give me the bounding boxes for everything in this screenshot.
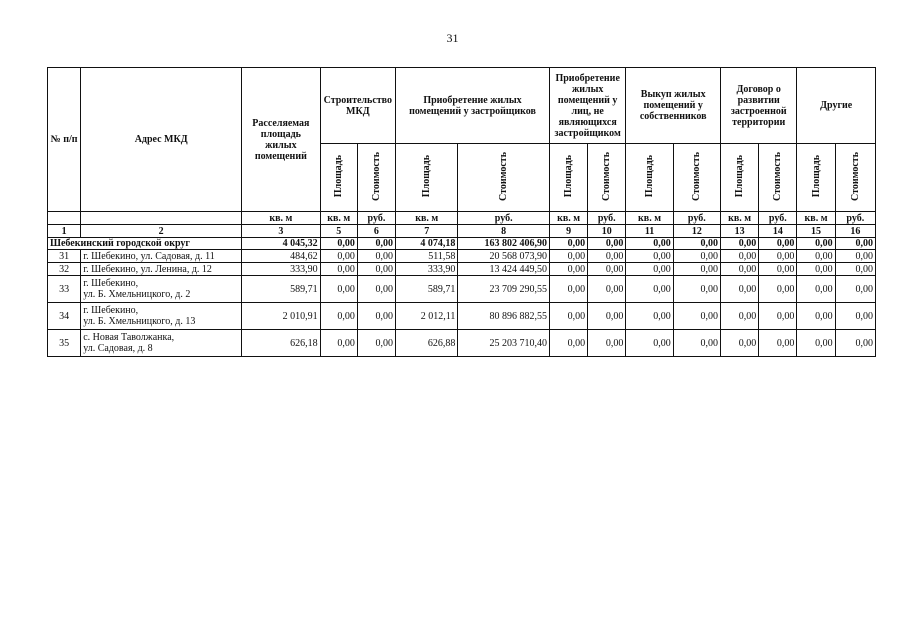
total-cell: 0,00 bbox=[673, 238, 720, 250]
sub-area: Площадь bbox=[720, 144, 758, 212]
col-number: 5 bbox=[320, 225, 357, 238]
units-row bbox=[48, 212, 876, 225]
table-cell: 0,00 bbox=[320, 250, 357, 263]
table-cell: 0,00 bbox=[357, 276, 395, 303]
total-cell: 4 045,32 bbox=[242, 238, 320, 250]
unit-cell: кв. м bbox=[626, 212, 673, 225]
total-cell: 0,00 bbox=[357, 238, 395, 250]
table-cell: 0,00 bbox=[720, 303, 758, 330]
table-cell: 0,00 bbox=[720, 276, 758, 303]
table-cell: 0,00 bbox=[720, 250, 758, 263]
header-num: № п/п bbox=[48, 68, 81, 212]
table-cell: 0,00 bbox=[549, 263, 587, 276]
header-other: Другие bbox=[797, 68, 876, 144]
table-cell: 2 010,91 bbox=[242, 303, 320, 330]
total-cell: 0,00 bbox=[797, 238, 835, 250]
address-line: г. Шебекино, bbox=[83, 278, 139, 289]
unit-cell: кв. м bbox=[797, 212, 835, 225]
table-row bbox=[48, 303, 876, 330]
row-address bbox=[81, 330, 242, 357]
column-numbers-row bbox=[48, 225, 876, 238]
table-cell: 0,00 bbox=[626, 250, 673, 263]
sub-cost: Стоимость bbox=[588, 144, 626, 212]
table-cell: 13 424 449,50 bbox=[458, 263, 550, 276]
col-number: 7 bbox=[396, 225, 458, 238]
sub-area: Площадь bbox=[797, 144, 835, 212]
table-cell: 0,00 bbox=[549, 250, 587, 263]
table-cell: 589,71 bbox=[242, 276, 320, 303]
sub-cost: Стоимость bbox=[458, 144, 550, 212]
total-cell: 0,00 bbox=[835, 238, 875, 250]
col-number: 12 bbox=[673, 225, 720, 238]
table-cell: 0,00 bbox=[835, 330, 875, 357]
address-line: ул. Садовая, д. 8 bbox=[83, 343, 153, 354]
total-cell: 0,00 bbox=[626, 238, 673, 250]
unit-cell: кв. м bbox=[720, 212, 758, 225]
table-cell: 0,00 bbox=[549, 330, 587, 357]
table-cell: 0,00 bbox=[835, 263, 875, 276]
table-cell: 0,00 bbox=[320, 303, 357, 330]
table-row bbox=[48, 276, 876, 303]
unit-cell: руб. bbox=[357, 212, 395, 225]
address-line: ул. Б. Хмельницкого, д. 2 bbox=[83, 289, 191, 300]
table-cell: 626,18 bbox=[242, 330, 320, 357]
col-number: 11 bbox=[626, 225, 673, 238]
row-number: 33 bbox=[48, 276, 81, 303]
table-cell: 0,00 bbox=[320, 330, 357, 357]
col-number: 16 bbox=[835, 225, 875, 238]
col-number: 10 bbox=[588, 225, 626, 238]
total-cell: 0,00 bbox=[320, 238, 357, 250]
unit-cell: руб. bbox=[588, 212, 626, 225]
total-cell: 0,00 bbox=[549, 238, 587, 250]
table-cell: 0,00 bbox=[588, 250, 626, 263]
header-buyout: Выкуп жилых помещений у собственников bbox=[626, 68, 721, 144]
table-cell: 0,00 bbox=[759, 276, 797, 303]
table-cell: 0,00 bbox=[626, 263, 673, 276]
table-cell: 0,00 bbox=[673, 276, 720, 303]
table-cell: 0,00 bbox=[759, 330, 797, 357]
unit-cell: руб. bbox=[458, 212, 550, 225]
table-cell: 0,00 bbox=[549, 276, 587, 303]
unit-cell: руб. bbox=[759, 212, 797, 225]
header-area: Расселяемая площадь жилых помещений bbox=[242, 68, 320, 212]
col-number: 1 bbox=[48, 225, 81, 238]
row-number: 31 bbox=[48, 250, 81, 263]
table-cell: 484,62 bbox=[242, 250, 320, 263]
col-number: 8 bbox=[458, 225, 550, 238]
table-cell: 25 203 710,40 bbox=[458, 330, 550, 357]
row-address: г. Шебекино, ул. Садовая, д. 11 bbox=[81, 250, 242, 263]
table-cell: 0,00 bbox=[673, 330, 720, 357]
table-cell: 0,00 bbox=[588, 330, 626, 357]
table-row bbox=[48, 330, 876, 357]
total-cell: 0,00 bbox=[720, 238, 758, 250]
row-number: 35 bbox=[48, 330, 81, 357]
col-number: 2 bbox=[81, 225, 242, 238]
unit-cell: кв. м bbox=[242, 212, 320, 225]
table-cell: 0,00 bbox=[357, 303, 395, 330]
resettlement-table bbox=[47, 67, 876, 357]
total-cell: 0,00 bbox=[588, 238, 626, 250]
table-cell: 0,00 bbox=[320, 276, 357, 303]
table-cell: 0,00 bbox=[759, 250, 797, 263]
header-construction: Строительство МКД bbox=[320, 68, 395, 144]
table-cell: 333,90 bbox=[242, 263, 320, 276]
row-address bbox=[81, 276, 242, 303]
table-cell: 0,00 bbox=[759, 263, 797, 276]
table-cell: 0,00 bbox=[673, 250, 720, 263]
col-number: 15 bbox=[797, 225, 835, 238]
row-number: 32 bbox=[48, 263, 81, 276]
table-cell: 511,58 bbox=[396, 250, 458, 263]
table-cell: 0,00 bbox=[626, 330, 673, 357]
table-cell: 0,00 bbox=[588, 276, 626, 303]
col-number: 6 bbox=[357, 225, 395, 238]
table-cell: 0,00 bbox=[626, 276, 673, 303]
address-line: г. Шебекино, bbox=[83, 305, 139, 316]
col-number: 3 bbox=[242, 225, 320, 238]
table-cell: 80 896 882,55 bbox=[458, 303, 550, 330]
table-cell: 0,00 bbox=[720, 263, 758, 276]
total-cell: 4 074,18 bbox=[396, 238, 458, 250]
col-number: 13 bbox=[720, 225, 758, 238]
table-cell: 0,00 bbox=[357, 263, 395, 276]
total-cell: 163 802 406,90 bbox=[458, 238, 550, 250]
row-address: г. Шебекино, ул. Ленина, д. 12 bbox=[81, 263, 242, 276]
row-number: 34 bbox=[48, 303, 81, 330]
table-cell: 23 709 290,55 bbox=[458, 276, 550, 303]
table-cell: 2 012,11 bbox=[396, 303, 458, 330]
header-developers: Приобретение жилых помещений у застройщиков bbox=[396, 68, 550, 144]
total-cell: 0,00 bbox=[759, 238, 797, 250]
sub-cost: Стоимость bbox=[835, 144, 875, 212]
total-label: Шебекинский городской округ bbox=[48, 238, 242, 250]
unit-cell bbox=[81, 212, 242, 225]
header-non-developers: Приобретение жилых помещений у лиц, не являющихся застройщиком bbox=[549, 68, 625, 144]
sub-area: Площадь bbox=[320, 144, 357, 212]
table-cell: 0,00 bbox=[835, 276, 875, 303]
sub-cost: Стоимость bbox=[673, 144, 720, 212]
table-cell: 333,90 bbox=[396, 263, 458, 276]
unit-cell: кв. м bbox=[549, 212, 587, 225]
table-cell: 0,00 bbox=[835, 250, 875, 263]
table-cell: 0,00 bbox=[797, 263, 835, 276]
col-number: 9 bbox=[549, 225, 587, 238]
table-cell: 0,00 bbox=[797, 303, 835, 330]
table-cell: 0,00 bbox=[357, 250, 395, 263]
sub-area: Площадь bbox=[396, 144, 458, 212]
address-line: с. Новая Таволжанка, bbox=[83, 332, 175, 343]
row-address bbox=[81, 303, 242, 330]
unit-cell: кв. м bbox=[396, 212, 458, 225]
sub-area: Площадь bbox=[549, 144, 587, 212]
table-row bbox=[48, 263, 876, 276]
table-cell: 0,00 bbox=[320, 263, 357, 276]
sub-cost: Стоимость bbox=[357, 144, 395, 212]
unit-cell: руб. bbox=[673, 212, 720, 225]
table-cell: 0,00 bbox=[588, 303, 626, 330]
table-cell: 0,00 bbox=[626, 303, 673, 330]
table-cell: 0,00 bbox=[673, 303, 720, 330]
table-cell: 0,00 bbox=[357, 330, 395, 357]
table-cell: 626,88 bbox=[396, 330, 458, 357]
page-number: 31 bbox=[446, 31, 459, 45]
sub-cost: Стоимость bbox=[759, 144, 797, 212]
unit-cell: руб. bbox=[835, 212, 875, 225]
table-cell: 0,00 bbox=[673, 263, 720, 276]
header-address: Адрес МКД bbox=[81, 68, 242, 212]
unit-cell bbox=[48, 212, 81, 225]
table-cell: 0,00 bbox=[797, 250, 835, 263]
table-cell: 20 568 073,90 bbox=[458, 250, 550, 263]
table-cell: 0,00 bbox=[835, 303, 875, 330]
total-row bbox=[48, 238, 876, 250]
table-cell: 0,00 bbox=[549, 303, 587, 330]
table-cell: 0,00 bbox=[720, 330, 758, 357]
sub-area: Площадь bbox=[626, 144, 673, 212]
table-cell: 0,00 bbox=[759, 303, 797, 330]
table-cell: 589,71 bbox=[396, 276, 458, 303]
unit-cell: кв. м bbox=[320, 212, 357, 225]
table-row bbox=[48, 250, 876, 263]
table-cell: 0,00 bbox=[588, 263, 626, 276]
table-cell: 0,00 bbox=[797, 276, 835, 303]
address-line: ул. Б. Хмельницкого, д. 13 bbox=[83, 316, 196, 327]
table-cell: 0,00 bbox=[797, 330, 835, 357]
col-number: 14 bbox=[759, 225, 797, 238]
header-agreement: Договор о развитии застроенной территории bbox=[720, 68, 796, 144]
